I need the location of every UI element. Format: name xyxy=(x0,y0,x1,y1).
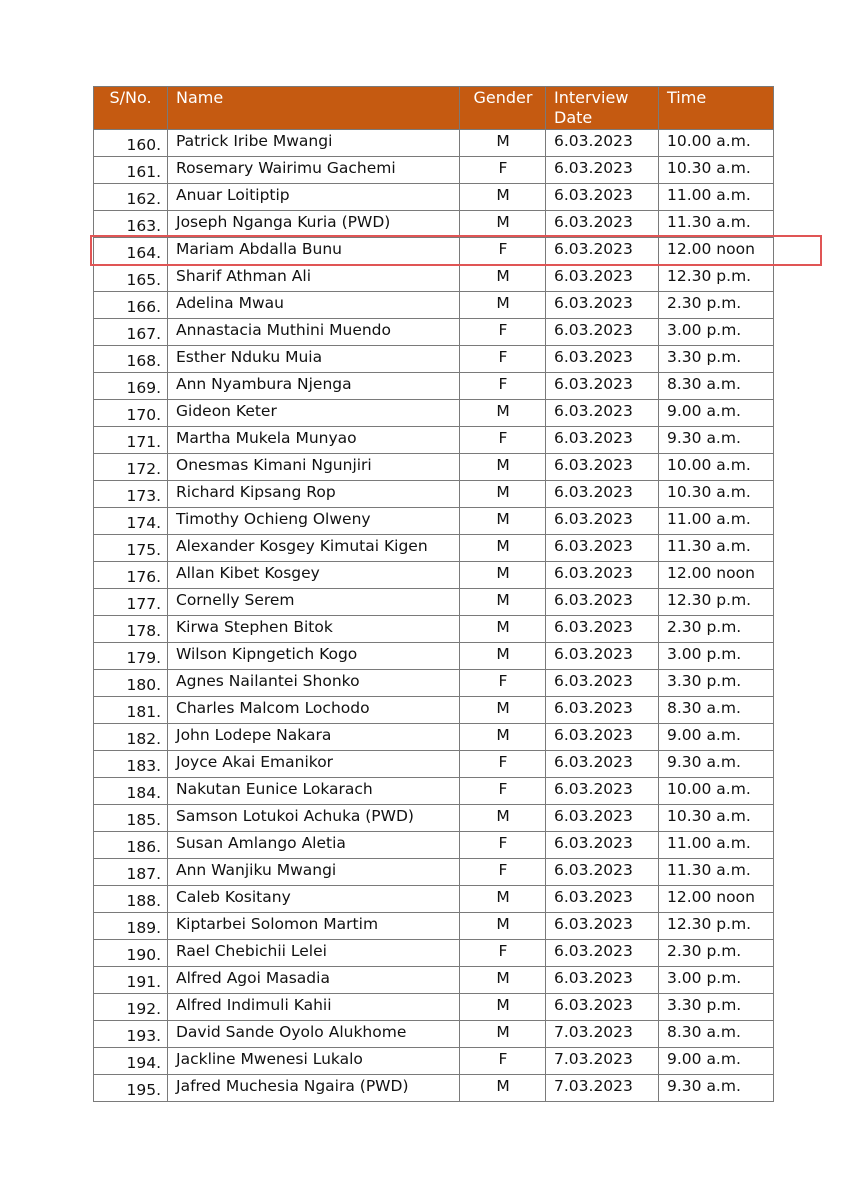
sno-cell: 187. xyxy=(94,859,168,886)
time-cell: 12.00 noon xyxy=(659,886,774,913)
interview-date-cell: 6.03.2023 xyxy=(546,643,659,670)
table-row xyxy=(94,805,774,832)
name-cell: Annastacia Muthini Muendo xyxy=(168,319,460,346)
name-cell: Anuar Loitiptip xyxy=(168,184,460,211)
time-cell: 9.30 a.m. xyxy=(659,751,774,778)
gender-cell: F xyxy=(460,940,546,967)
interview-date-cell: 6.03.2023 xyxy=(546,238,659,265)
time-cell: 12.30 p.m. xyxy=(659,913,774,940)
sno-cell: 185. xyxy=(94,805,168,832)
name-cell: Esther Nduku Muia xyxy=(168,346,460,373)
interview-date-cell: 6.03.2023 xyxy=(546,994,659,1021)
time-cell: 11.00 a.m. xyxy=(659,832,774,859)
gender-cell: M xyxy=(460,535,546,562)
gender-cell: M xyxy=(460,967,546,994)
interview-date-cell: 7.03.2023 xyxy=(546,1021,659,1048)
name-cell: Kiptarbei Solomon Martim xyxy=(168,913,460,940)
gender-cell: F xyxy=(460,157,546,184)
time-cell: 10.00 a.m. xyxy=(659,454,774,481)
time-cell: 10.30 a.m. xyxy=(659,805,774,832)
name-cell: Samson Lotukoi Achuka (PWD) xyxy=(168,805,460,832)
interview-date-cell: 6.03.2023 xyxy=(546,481,659,508)
table-row xyxy=(94,967,774,994)
name-cell: Sharif Athman Ali xyxy=(168,265,460,292)
interview-date-cell: 6.03.2023 xyxy=(546,346,659,373)
time-cell: 11.30 a.m. xyxy=(659,859,774,886)
time-cell: 12.00 noon xyxy=(659,238,774,265)
table-row xyxy=(94,238,774,265)
sno-cell: 181. xyxy=(94,697,168,724)
sno-cell: 194. xyxy=(94,1048,168,1075)
time-cell: 9.00 a.m. xyxy=(659,724,774,751)
table-row xyxy=(94,616,774,643)
gender-cell: F xyxy=(460,1048,546,1075)
name-cell: Ann Wanjiku Mwangi xyxy=(168,859,460,886)
interview-date-cell: 6.03.2023 xyxy=(546,940,659,967)
gender-cell: M xyxy=(460,1021,546,1048)
sno-cell: 161. xyxy=(94,157,168,184)
gender-cell: M xyxy=(460,481,546,508)
sno-cell: 190. xyxy=(94,940,168,967)
interview-date-cell: 6.03.2023 xyxy=(546,157,659,184)
time-cell: 3.00 p.m. xyxy=(659,643,774,670)
name-cell: Cornelly Serem xyxy=(168,589,460,616)
interview-date-cell: 6.03.2023 xyxy=(546,886,659,913)
table-row xyxy=(94,1048,774,1075)
time-cell: 10.30 a.m. xyxy=(659,157,774,184)
gender-cell: M xyxy=(460,589,546,616)
name-cell: Ann Nyambura Njenga xyxy=(168,373,460,400)
time-cell: 8.30 a.m. xyxy=(659,697,774,724)
interview-date-cell: 6.03.2023 xyxy=(546,454,659,481)
gender-cell: F xyxy=(460,670,546,697)
sno-cell: 166. xyxy=(94,292,168,319)
gender-cell: M xyxy=(460,265,546,292)
table-row xyxy=(94,778,774,805)
time-cell: 2.30 p.m. xyxy=(659,616,774,643)
time-cell: 3.00 p.m. xyxy=(659,319,774,346)
table-header xyxy=(94,87,774,130)
sno-cell: 165. xyxy=(94,265,168,292)
sno-cell: 179. xyxy=(94,643,168,670)
table-row xyxy=(94,292,774,319)
time-cell: 2.30 p.m. xyxy=(659,940,774,967)
header-interview-date xyxy=(546,87,659,130)
table-row xyxy=(94,940,774,967)
header-row xyxy=(94,87,774,130)
interview-date-cell: 6.03.2023 xyxy=(546,373,659,400)
interview-date-cell: 6.03.2023 xyxy=(546,589,659,616)
header-sno: S/No. xyxy=(94,87,168,130)
gender-cell: F xyxy=(460,346,546,373)
interview-date-cell: 6.03.2023 xyxy=(546,778,659,805)
gender-cell: M xyxy=(460,724,546,751)
sno-cell: 164. xyxy=(94,238,168,265)
interview-date-cell: 6.03.2023 xyxy=(546,211,659,238)
table-row xyxy=(94,589,774,616)
time-cell: 9.30 a.m. xyxy=(659,427,774,454)
sno-cell: 177. xyxy=(94,589,168,616)
gender-cell: M xyxy=(460,994,546,1021)
name-cell: Gideon Keter xyxy=(168,400,460,427)
table-row xyxy=(94,670,774,697)
table-row xyxy=(94,913,774,940)
sno-cell: 171. xyxy=(94,427,168,454)
gender-cell: M xyxy=(460,400,546,427)
header-name: Name xyxy=(168,87,460,130)
sno-cell: 162. xyxy=(94,184,168,211)
time-cell: 9.00 a.m. xyxy=(659,1048,774,1075)
gender-cell: M xyxy=(460,130,546,157)
time-cell: 3.30 p.m. xyxy=(659,994,774,1021)
sno-cell: 169. xyxy=(94,373,168,400)
interview-date-cell: 6.03.2023 xyxy=(546,616,659,643)
sno-cell: 191. xyxy=(94,967,168,994)
sno-cell: 172. xyxy=(94,454,168,481)
interview-date-cell: 6.03.2023 xyxy=(546,805,659,832)
name-cell: Allan Kibet Kosgey xyxy=(168,562,460,589)
name-cell: Rael Chebichii Lelei xyxy=(168,940,460,967)
name-cell: Jackline Mwenesi Lukalo xyxy=(168,1048,460,1075)
name-cell: Onesmas Kimani Ngunjiri xyxy=(168,454,460,481)
gender-cell: F xyxy=(460,832,546,859)
interview-date-cell: 6.03.2023 xyxy=(546,859,659,886)
table-row xyxy=(94,400,774,427)
gender-cell: M xyxy=(460,913,546,940)
name-cell: Kirwa Stephen Bitok xyxy=(168,616,460,643)
header-interview-date-line2: Date xyxy=(554,108,593,127)
name-cell: Charles Malcom Lochodo xyxy=(168,697,460,724)
header-interview-date-line1: Interview xyxy=(554,88,629,107)
interview-date-cell: 6.03.2023 xyxy=(546,265,659,292)
interview-date-cell: 6.03.2023 xyxy=(546,967,659,994)
table-row xyxy=(94,454,774,481)
interview-date-cell: 6.03.2023 xyxy=(546,670,659,697)
time-cell: 12.00 noon xyxy=(659,562,774,589)
table-row xyxy=(94,1021,774,1048)
sno-cell: 195. xyxy=(94,1075,168,1102)
sno-cell: 174. xyxy=(94,508,168,535)
sno-cell: 160. xyxy=(94,130,168,157)
table-row xyxy=(94,724,774,751)
name-cell: Timothy Ochieng Olweny xyxy=(168,508,460,535)
name-cell: Susan Amlango Aletia xyxy=(168,832,460,859)
time-cell: 11.00 a.m. xyxy=(659,508,774,535)
gender-cell: M xyxy=(460,643,546,670)
time-cell: 2.30 p.m. xyxy=(659,292,774,319)
interview-date-cell: 6.03.2023 xyxy=(546,427,659,454)
gender-cell: M xyxy=(460,697,546,724)
interview-date-cell: 7.03.2023 xyxy=(546,1048,659,1075)
table-row xyxy=(94,1075,774,1102)
time-cell: 11.30 a.m. xyxy=(659,535,774,562)
sno-cell: 173. xyxy=(94,481,168,508)
sno-cell: 184. xyxy=(94,778,168,805)
gender-cell: F xyxy=(460,778,546,805)
gender-cell: M xyxy=(460,184,546,211)
table-row xyxy=(94,319,774,346)
time-cell: 9.00 a.m. xyxy=(659,400,774,427)
time-cell: 10.00 a.m. xyxy=(659,778,774,805)
time-cell: 10.00 a.m. xyxy=(659,130,774,157)
name-cell: Joyce Akai Emanikor xyxy=(168,751,460,778)
sno-cell: 163. xyxy=(94,211,168,238)
interview-date-cell: 6.03.2023 xyxy=(546,697,659,724)
name-cell: Patrick Iribe Mwangi xyxy=(168,130,460,157)
name-cell: David Sande Oyolo Alukhome xyxy=(168,1021,460,1048)
time-cell: 11.30 a.m. xyxy=(659,211,774,238)
gender-cell: F xyxy=(460,319,546,346)
table-row xyxy=(94,184,774,211)
sno-cell: 193. xyxy=(94,1021,168,1048)
gender-cell: M xyxy=(460,886,546,913)
time-cell: 3.30 p.m. xyxy=(659,670,774,697)
interview-date-cell: 6.03.2023 xyxy=(546,913,659,940)
interview-date-cell: 6.03.2023 xyxy=(546,535,659,562)
name-cell: Mariam Abdalla Bunu xyxy=(168,238,460,265)
time-cell: 12.30 p.m. xyxy=(659,265,774,292)
sno-cell: 178. xyxy=(94,616,168,643)
sno-cell: 176. xyxy=(94,562,168,589)
table-row xyxy=(94,481,774,508)
gender-cell: F xyxy=(460,373,546,400)
table-row xyxy=(94,994,774,1021)
name-cell: Nakutan Eunice Lokarach xyxy=(168,778,460,805)
table-row xyxy=(94,157,774,184)
sno-cell: 170. xyxy=(94,400,168,427)
table-row xyxy=(94,211,774,238)
interview-schedule-table xyxy=(93,86,774,1102)
table-row xyxy=(94,130,774,157)
name-cell: Caleb Kositany xyxy=(168,886,460,913)
gender-cell: M xyxy=(460,292,546,319)
name-cell: Adelina Mwau xyxy=(168,292,460,319)
interview-date-cell: 6.03.2023 xyxy=(546,319,659,346)
gender-cell: M xyxy=(460,562,546,589)
table-row xyxy=(94,265,774,292)
table-body xyxy=(94,130,774,1102)
sno-cell: 180. xyxy=(94,670,168,697)
interview-date-cell: 7.03.2023 xyxy=(546,1075,659,1102)
gender-cell: M xyxy=(460,454,546,481)
time-cell: 3.30 p.m. xyxy=(659,346,774,373)
interview-date-cell: 6.03.2023 xyxy=(546,508,659,535)
name-cell: Rosemary Wairimu Gachemi xyxy=(168,157,460,184)
name-cell: Richard Kipsang Rop xyxy=(168,481,460,508)
time-cell: 8.30 a.m. xyxy=(659,373,774,400)
sno-cell: 183. xyxy=(94,751,168,778)
name-cell: Alfred Indimuli Kahii xyxy=(168,994,460,1021)
name-cell: Alexander Kosgey Kimutai Kigen xyxy=(168,535,460,562)
sno-cell: 192. xyxy=(94,994,168,1021)
table-row xyxy=(94,562,774,589)
interview-date-cell: 6.03.2023 xyxy=(546,724,659,751)
name-cell: Jafred Muchesia Ngaira (PWD) xyxy=(168,1075,460,1102)
time-cell: 10.30 a.m. xyxy=(659,481,774,508)
gender-cell: F xyxy=(460,238,546,265)
table-row xyxy=(94,373,774,400)
interview-date-cell: 6.03.2023 xyxy=(546,400,659,427)
name-cell: Joseph Nganga Kuria (PWD) xyxy=(168,211,460,238)
table-row xyxy=(94,886,774,913)
sno-cell: 188. xyxy=(94,886,168,913)
table-row xyxy=(94,832,774,859)
gender-cell: M xyxy=(460,1075,546,1102)
sno-cell: 167. xyxy=(94,319,168,346)
header-time: Time xyxy=(659,87,774,130)
interview-date-cell: 6.03.2023 xyxy=(546,130,659,157)
interview-date-cell: 6.03.2023 xyxy=(546,751,659,778)
gender-cell: F xyxy=(460,751,546,778)
table-row xyxy=(94,751,774,778)
time-cell: 12.30 p.m. xyxy=(659,589,774,616)
interview-date-cell: 6.03.2023 xyxy=(546,292,659,319)
name-cell: Martha Mukela Munyao xyxy=(168,427,460,454)
gender-cell: M xyxy=(460,616,546,643)
time-cell: 8.30 a.m. xyxy=(659,1021,774,1048)
gender-cell: F xyxy=(460,427,546,454)
sno-cell: 189. xyxy=(94,913,168,940)
name-cell: Agnes Nailantei Shonko xyxy=(168,670,460,697)
sno-cell: 168. xyxy=(94,346,168,373)
name-cell: Wilson Kipngetich Kogo xyxy=(168,643,460,670)
interview-date-cell: 6.03.2023 xyxy=(546,184,659,211)
time-cell: 11.00 a.m. xyxy=(659,184,774,211)
time-cell: 3.00 p.m. xyxy=(659,967,774,994)
sno-cell: 175. xyxy=(94,535,168,562)
table-row xyxy=(94,859,774,886)
table-row xyxy=(94,643,774,670)
table-row xyxy=(94,346,774,373)
sno-cell: 182. xyxy=(94,724,168,751)
table-row xyxy=(94,508,774,535)
gender-cell: M xyxy=(460,805,546,832)
name-cell: John Lodepe Nakara xyxy=(168,724,460,751)
table-row xyxy=(94,697,774,724)
gender-cell: F xyxy=(460,859,546,886)
interview-date-cell: 6.03.2023 xyxy=(546,562,659,589)
header-gender: Gender xyxy=(460,87,546,130)
interview-date-cell: 6.03.2023 xyxy=(546,832,659,859)
table-row xyxy=(94,535,774,562)
gender-cell: M xyxy=(460,508,546,535)
table-row xyxy=(94,427,774,454)
gender-cell: M xyxy=(460,211,546,238)
name-cell: Alfred Agoi Masadia xyxy=(168,967,460,994)
time-cell: 9.30 a.m. xyxy=(659,1075,774,1102)
sno-cell: 186. xyxy=(94,832,168,859)
